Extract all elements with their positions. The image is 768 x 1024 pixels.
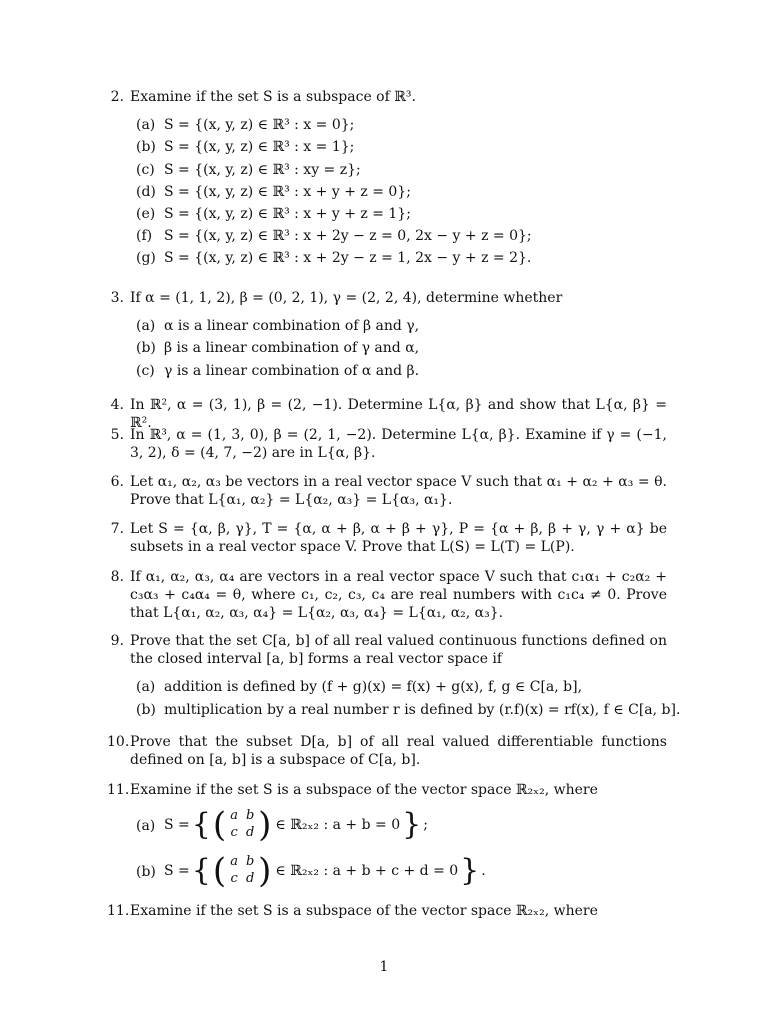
problem-text: Examine if the set S is a subspace of ℝ³. (130, 89, 416, 105)
problem-text: In ℝ², α = (3, 1), β = (2, −1). Determine L{α, β} and show that L{α, β} = ℝ². (130, 397, 667, 432)
subitem-label: (a) (136, 818, 156, 835)
problem-text: Prove that the subset D[a, b] of all real valued differentiable functions defined on [a, b] is a subspace of C[a, b]. (130, 734, 667, 769)
subitem-label: (a) (136, 679, 156, 696)
subitem-label: (c) (136, 161, 155, 178)
subitem-text: S = {(x, y, z) ∈ ℝ³ : x = 1}; (164, 139, 355, 156)
subitem (136, 851, 667, 891)
right-brace: } (402, 807, 422, 843)
subitem (136, 138, 667, 156)
subitem (136, 227, 667, 245)
subitem-label: (b) (136, 139, 156, 156)
problem-8 (107, 568, 667, 623)
subitem-label: (a) (136, 318, 156, 335)
subitem-label: (b) (136, 864, 156, 881)
problem-11-repeat (107, 902, 667, 920)
problem-text: Examine if the set S is a subspace of the vector space ℝ₂ₓ₂, where (130, 903, 598, 919)
problem-5 (107, 426, 667, 462)
subitem-list (136, 678, 681, 718)
problem-number: 10. (107, 734, 130, 750)
subitem (136, 362, 667, 380)
left-paren: ( (212, 805, 227, 846)
subitem (136, 249, 667, 267)
problem-text: Let α₁, α₂, α₃ be vectors in a real vector space V such that α₁ + α₂ + α₃ = θ. Prove that L{α₁, α₂} = L{α₂, α₃} = L{α₃, α₁}. (130, 474, 667, 509)
problem-11 (107, 781, 667, 897)
problem-text: In ℝ³, α = (1, 3, 0), β = (2, 1, −2). Determine L{α, β}. Examine if γ = (−1, 3, 2), δ = (4, 7, −2) are in L{α, β}. (130, 427, 667, 462)
subitem-label: (g) (136, 250, 156, 267)
subitem-list (136, 805, 667, 891)
matrix-entry-a: a (230, 808, 239, 824)
problem-text: Examine if the set S is a subspace of the vector space ℝ₂ₓ₂, where (130, 782, 598, 798)
subitem-text: β is a linear combination of γ and α, (164, 340, 420, 357)
subitem-list (136, 317, 667, 380)
right-brace: } (460, 853, 480, 889)
item-end: ; (423, 817, 428, 834)
problem-3 (107, 289, 667, 384)
set-prefix: S = (164, 863, 190, 880)
subitem-label: (c) (136, 362, 155, 379)
matrix-entry-c: c (230, 871, 238, 887)
matrix-2x2 (226, 854, 258, 888)
problem-9 (107, 632, 681, 723)
left-paren: ( (212, 851, 227, 892)
subitem (136, 183, 667, 201)
problem-2 (107, 88, 667, 272)
matrix-entry-b: b (245, 808, 255, 824)
subitem-label: (b) (136, 340, 156, 357)
set-condition: ∈ ℝ₂ₓ₂ : a + b + c + d = 0 (275, 863, 459, 880)
subitem-text: γ is a linear combination of α and β. (164, 362, 420, 379)
subitem-list (136, 116, 667, 267)
problem-text: If α₁, α₂, α₃, α₄ are vectors in a real vector space V such that c₁α₁ + c₂α₂ + c₃α₃ + c₄α₄ = θ, where c₁, c₂, c₃, c₄ are real numbers with c₁c₄ ≠ 0. Prove that L{α₁, α₂, α₃, α₄} = L{α₂, α₃, α₄} = L{α₁, α₂, α₃}. (130, 569, 667, 622)
subitem-label: (a) (136, 117, 156, 134)
problem-10 (107, 733, 667, 769)
subitem-text: multiplication by a real number r is defined by (r.f)(x) = rf(x), f ∈ C[a, b]. (164, 701, 681, 718)
matrix-entry-c: c (230, 825, 238, 841)
problem-number: 9. (110, 633, 124, 649)
subitem-text: S = {(x, y, z) ∈ ℝ³ : x = 0}; (164, 117, 355, 134)
item-end: . (481, 863, 486, 880)
problem-7 (107, 520, 667, 556)
subitem-text: S = {(x, y, z) ∈ ℝ³ : x + y + z = 0}; (164, 183, 411, 200)
problem-number: 11. (107, 903, 130, 919)
problem-text: If α = (1, 1, 2), β = (0, 2, 1), γ = (2, 2, 4), determine whether (130, 290, 563, 306)
problem-number: 3. (110, 290, 124, 306)
page-number: 1 (379, 959, 389, 975)
matrix-entry-d: d (245, 871, 255, 887)
matrix-entry-b: b (245, 854, 255, 870)
matrix-entry-a: a (230, 854, 239, 870)
left-brace: { (191, 853, 211, 889)
subitem-label: (f) (136, 228, 153, 245)
left-brace: { (191, 807, 211, 843)
subitem (136, 161, 667, 179)
problem-number: 5. (110, 427, 124, 443)
set-condition: ∈ ℝ₂ₓ₂ : a + b = 0 (275, 817, 401, 834)
problem-number: 7. (110, 521, 124, 537)
matrix-2x2 (226, 808, 258, 842)
problem-number: 8. (110, 569, 124, 585)
subitem-text: addition is defined by (f + g)(x) = f(x) + g(x), f, g ∈ C[a, b], (164, 679, 583, 696)
right-paren: ) (258, 851, 272, 892)
subitem-label: (d) (136, 183, 156, 200)
subitem-text: S = {(x, y, z) ∈ ℝ³ : x + y + z = 1}; (164, 205, 411, 222)
problem-number: 6. (110, 474, 124, 490)
subitem-text: α is a linear combination of β and γ, (164, 318, 420, 335)
subitem (136, 317, 667, 335)
subitem-text: S = {(x, y, z) ∈ ℝ³ : xy = z}; (164, 161, 361, 178)
subitem-text: S = {(x, y, z) ∈ ℝ³ : x + 2y − z = 1, 2x − y + z = 2}. (164, 250, 532, 267)
problem-number: 11. (107, 782, 130, 798)
subitem (136, 339, 667, 357)
problem-6 (107, 473, 667, 509)
matrix-entry-d: d (245, 825, 255, 841)
problem-text: Let S = {α, β, γ}, T = {α, α + β, α + β + γ}, P = {α + β, β + γ, γ + α} be subsets in a real vector space V. Prove that L(S) = L(T) = L(P). (130, 521, 667, 556)
subitem-label: (e) (136, 205, 156, 222)
subitem-label: (b) (136, 701, 156, 718)
problem-number: 4. (110, 397, 124, 413)
subitem (136, 805, 667, 845)
set-prefix: S = (164, 817, 190, 834)
subitem (136, 701, 681, 719)
subitem-text: S = {(x, y, z) ∈ ℝ³ : x + 2y − z = 0, 2x − y + z = 0}; (164, 228, 532, 245)
problem-text: Prove that the set C[a, b] of all real valued continuous functions defined on the closed interval [a, b] forms a real vector space if (130, 633, 667, 668)
subitem (136, 678, 667, 696)
subitem (136, 205, 667, 223)
right-paren: ) (258, 805, 272, 846)
problem-number: 2. (110, 89, 124, 105)
subitem (136, 116, 667, 134)
